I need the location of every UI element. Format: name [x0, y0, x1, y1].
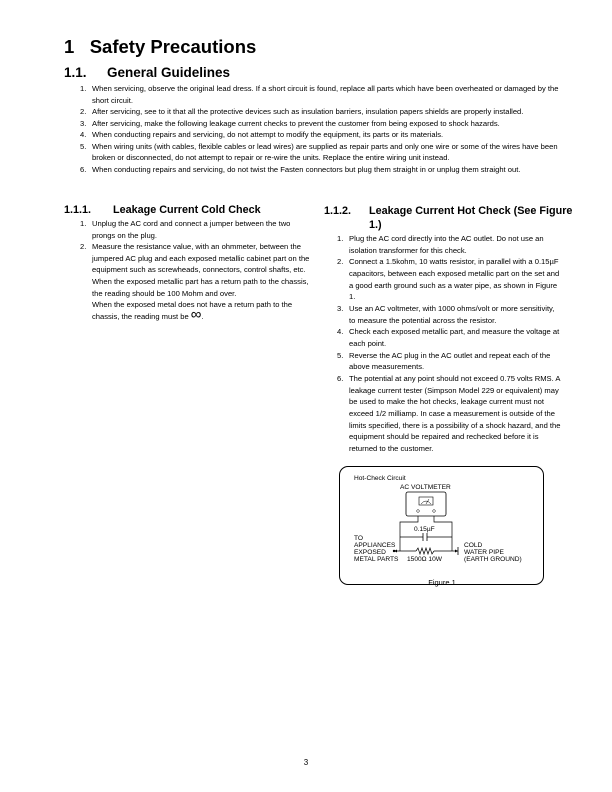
- left-label-line: APPLIANCES: [354, 542, 396, 549]
- cold-check-title: Leakage Current Cold Check: [113, 204, 261, 216]
- list-item: 1. Plug the AC cord directly into the AC outlet. Do not use an isolation transformer for this check.: [337, 234, 544, 255]
- cold-check-heading: [64, 204, 261, 216]
- list-item: 4. When conducting repairs and servicing, do not attempt to modify the equipment, its parts or its materials.: [80, 130, 444, 139]
- left-label-line: TO: [354, 535, 364, 542]
- list-item: 5. Reverse the AC plug in the AC outlet and repeat each of the above measurements.: [337, 350, 551, 372]
- right-label-line: COLD: [464, 542, 483, 549]
- section-title: Safety Precautions: [89, 36, 257, 57]
- right-label-line: WATER PIPE: [464, 549, 504, 556]
- hot-check-heading: [324, 204, 574, 232]
- list-item: 4. Check each exposed metallic part, and measure the voltage at each point.: [337, 327, 560, 348]
- list-item: 6. When conducting repairs and servicing, do not twist the Fasten connectors but plug them straight in or unplug them straight out.: [80, 164, 521, 174]
- page-number: 3: [303, 758, 309, 767]
- section-number: 1: [64, 36, 75, 57]
- hot-check-list: [337, 233, 562, 454]
- list-item: 5. When wiring units (with cables, flexible cables or lead wires) are supplied as repair parts and only one wire or some of the wires have been broken or disconnected, do not attempt to repair or re-wire the units. Replace the entire wiring unit instead.: [80, 141, 558, 162]
- arrow-right-icon: [455, 550, 458, 553]
- list-item: 3. Use an AC voltmeter, with 1000 ohms/volt or more sensitivity, to measure the potential across the resistor.: [337, 303, 555, 325]
- circuit-title: Hot-Check Circuit: [354, 475, 406, 482]
- right-label-line: (EARTH GROUND): [464, 556, 522, 563]
- cold-check-list: [80, 218, 310, 322]
- list-item: 1. Unplug the AC cord and connect a jumper between the two prongs on the plug.: [80, 219, 291, 240]
- figure-caption: Figure 1: [428, 578, 456, 587]
- list-item: 3. After servicing, make the following leakage current checks to prevent the customer from being exposed to shock hazards.: [80, 118, 500, 128]
- left-lead-wire: [400, 516, 418, 551]
- right-lead-wire: [434, 516, 452, 551]
- meter-terminal: [417, 510, 420, 513]
- infinity-symbol: ∞: [190, 305, 202, 323]
- list-item: 2. Measure the resistance value, with an ohmmeter, between the jumpered AC plug and each exposed metallic cabinet part on the equipment such as screwheads, connectors, control shafts, etc. When the exposed metallic part has a return path to the chassis, the reading should be 100 Mohm and over. When the exposed metal does not have a return path to the chassis, the reading must be ∞.: [80, 242, 310, 323]
- list-item: 1. When servicing, observe the original lead dress. If a short circuit is found, replace all parts which have been overheated or damaged by the short circuit.: [80, 84, 559, 105]
- cold-check-number: 1.1.1.: [64, 204, 92, 216]
- hot-check-circuit-diagram: [339, 466, 544, 585]
- list-item: 6. The potential at any point should not exceed 0.75 volts RMS. A leakage current tester (Simpson Model 229 or equivalent) may be used to make the hot checks, leakage current must not exceed 1/2 milliamp. In case a measurement is outside of the limits specified, there is a possibility of a shock hazard, and the equipment should be repaired and rechecked before it is returned to the customer.: [337, 373, 561, 453]
- voltmeter-label: AC VOLTMETER: [400, 484, 451, 491]
- resistor-label: 1500Ω 10W: [407, 556, 442, 563]
- general-guidelines-heading: [64, 65, 230, 80]
- hot-check-number: 1.1.2.: [324, 205, 352, 217]
- resistor-icon: [416, 548, 434, 554]
- hot-check-title: Leakage Current Hot Check (See Figure 1.): [369, 205, 573, 231]
- list-item: 2. Connect a 1.5kohm, 10 watts resistor, in parallel with a 0.15µF capacitors, between each exposed metallic part on the set and a good earth ground such as a water pipe, as shown in Figure 1.: [337, 257, 560, 302]
- meter-terminal: [433, 510, 436, 513]
- capacitor-label: 0.15µF: [414, 526, 435, 533]
- section-heading: [64, 36, 256, 58]
- general-guidelines-title: General Guidelines: [107, 65, 231, 80]
- left-label-line: EXPOSED: [354, 549, 386, 556]
- general-guidelines-list: [80, 83, 562, 175]
- general-guidelines-number: 1.1.: [64, 65, 87, 80]
- list-item: 2. After servicing, see to it that all the protective devices such as insulation barriers, insulation papers shields are properly installed.: [80, 107, 524, 116]
- left-label-line: METAL PARTS: [354, 556, 399, 563]
